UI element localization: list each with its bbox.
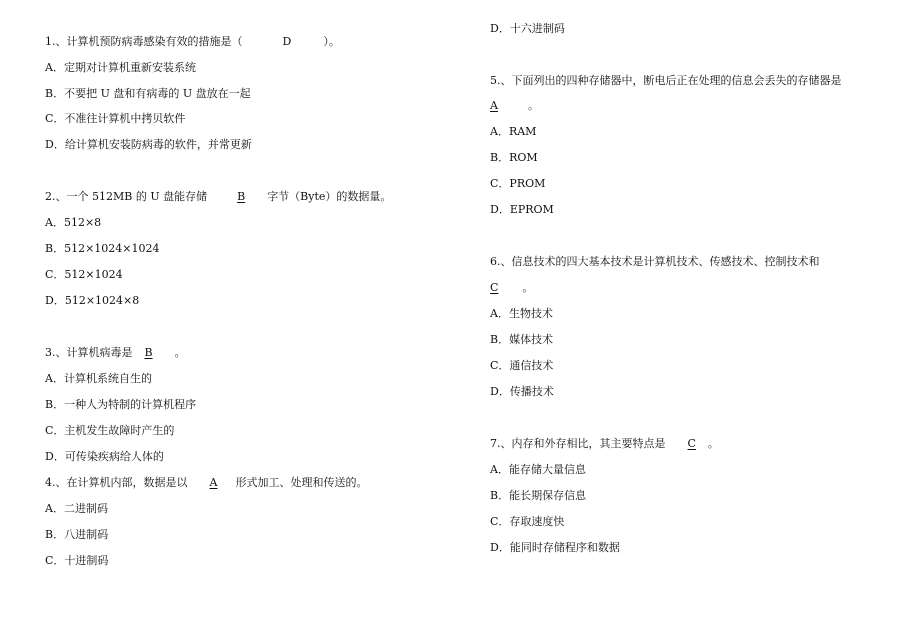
q2-answer: B — [237, 190, 246, 203]
q6-option-b: B．媒体技术 — [490, 333, 554, 346]
q7-option-b: B．能长期保存信息 — [490, 489, 587, 502]
question-2-stem — [45, 190, 391, 204]
q3-option-a: A．计算机系统自生的 — [45, 372, 152, 385]
q2-option-d: D．512×1024×8 — [45, 294, 140, 307]
q7-option-d: D．能同时存储程序和数据 — [490, 541, 620, 554]
q6-option-c: C．通信技术 — [490, 359, 554, 372]
q5-option-b: B．ROM — [490, 151, 538, 164]
question-6-stem-cont — [490, 281, 533, 295]
q3-stem-prefix: 3.、计算机病毒是 — [45, 346, 133, 359]
q7-option-a: A．能存储大量信息 — [490, 463, 586, 476]
q7-stem-prefix: 7.、内存和外存相比，其主要特点是 — [490, 437, 666, 450]
q3-answer: B — [144, 346, 153, 359]
q4-stem-suffix: 形式加工、处理和传送的。 — [235, 476, 368, 489]
q3-option-b: B．一种人为特制的计算机程序 — [45, 398, 197, 411]
q1-stem-suffix: ）。 — [323, 35, 340, 48]
q3-stem-suffix: 。 — [174, 346, 186, 359]
question-4-stem — [45, 476, 367, 490]
q4-stem-prefix: 4.、在计算机内部，数据是以 — [45, 476, 188, 489]
q6-stem-suffix: 。 — [522, 281, 534, 294]
q1-option-a: A．定期对计算机重新安装系统 — [45, 61, 196, 74]
q5-option-a: A．RAM — [490, 125, 537, 138]
q4-option-c: C．十进制码 — [45, 554, 109, 567]
q4-option-d: D．十六进制码 — [490, 22, 565, 35]
q2-option-a: A．512×8 — [45, 216, 102, 229]
q1-stem-prefix: 1.、计算机预防病毒感染有效的措施是（ — [45, 35, 243, 48]
q5-stem-prefix: 5.、下面列出的四种存储器中，断电后正在处理的信息会丢失的存储器是 — [490, 74, 842, 87]
question-1-stem — [45, 35, 340, 49]
q7-stem-suffix: 。 — [707, 437, 719, 450]
q6-option-a: A．生物技术 — [490, 307, 553, 320]
q6-option-d: D．传播技术 — [490, 385, 554, 398]
q1-option-d: D．给计算机安装防病毒的软件，并常更新 — [45, 138, 252, 151]
q5-option-d: D．EPROM — [490, 203, 554, 216]
q4-answer: A — [209, 476, 218, 489]
q2-option-c: C．512×1024 — [45, 268, 123, 281]
q7-option-c: C．存取速度快 — [490, 515, 565, 528]
q2-stem-suffix: 字节（Byte）的数据量。 — [267, 190, 392, 203]
q6-answer: C — [490, 281, 499, 294]
q4-option-a: A．二进制码 — [45, 502, 108, 515]
question-3-stem — [45, 346, 186, 360]
q2-option-b: B．512×1024×1024 — [45, 242, 160, 255]
q6-stem-prefix: 6.、信息技术的四大基本技术是计算机技术、传感技术、控制技术和 — [490, 255, 820, 268]
question-6-stem — [490, 255, 850, 269]
q7-answer: C — [687, 437, 696, 450]
q5-option-c: C．PROM — [490, 177, 546, 190]
q3-option-d: D．可传染疾病给人体的 — [45, 450, 164, 463]
question-5-stem — [490, 74, 850, 88]
q1-option-c: C．不准往计算机中拷贝软件 — [45, 112, 186, 125]
q5-answer: A — [490, 99, 498, 112]
q4-option-b: B．八进制码 — [45, 528, 109, 541]
q5-stem-suffix: 。 — [527, 99, 539, 112]
q1-option-b: B．不要把 U 盘和有病毒的 U 盘放在一起 — [45, 87, 251, 100]
q2-stem-prefix: 2.、一个 512MB 的 U 盘能存储 — [45, 190, 208, 203]
q3-option-c: C．主机发生故障时产生的 — [45, 424, 175, 437]
question-5-stem-cont — [490, 99, 539, 113]
q1-answer: D — [282, 35, 292, 48]
question-7-stem — [490, 437, 719, 451]
